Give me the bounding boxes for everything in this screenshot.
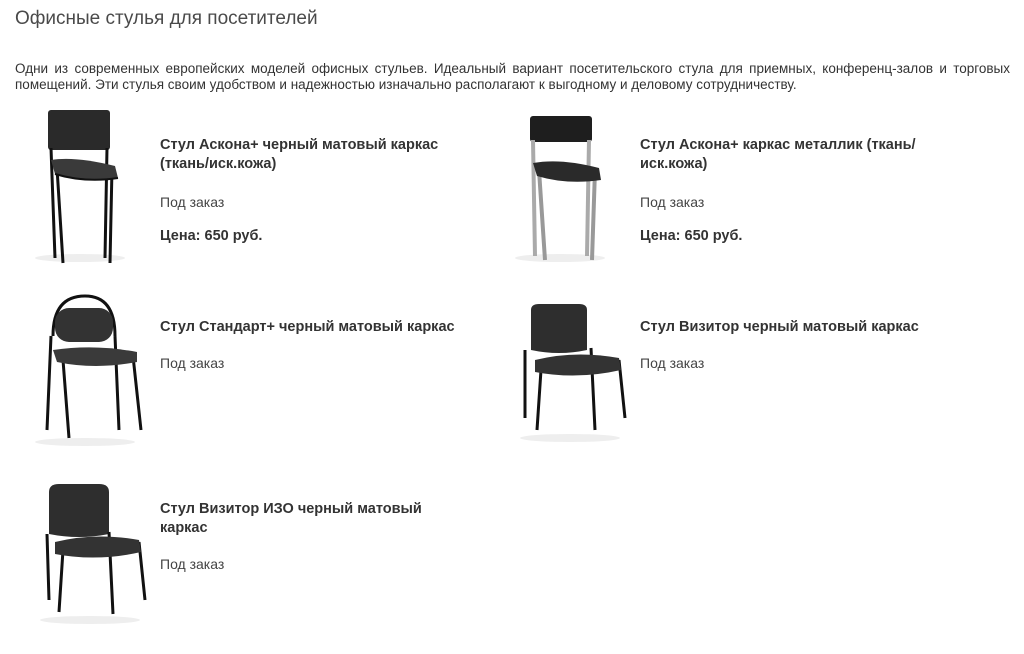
product-image-askona-metallic[interactable] [495,108,635,268]
product-image-visitor-iso[interactable] [15,472,155,632]
product-name[interactable]: Стул Визитор ИЗО черный матовый каркас [160,501,422,536]
product-image-standard[interactable] [15,290,155,450]
product-name[interactable]: Стул Аскона+ каркас металлик (ткань/иск.кожа) [640,137,916,172]
availability-status: Под заказ [640,355,705,371]
intro-text: Одни из современных европейских моделей офисных стульев. Идеальный вариант посетительского стула для приемных, конференц-залов и торговых помещений. Эти стулья своим удобством и надежностью изначально располагают к выгодному и деловому сотрудничеству. [15,61,1010,92]
product-name[interactable]: Стул Стандарт+ черный матовый каркас [160,319,455,335]
availability-status: Под заказ [160,355,225,371]
product-card [15,108,485,278]
availability-status: Под заказ [160,194,225,210]
product-name[interactable]: Стул Аскона+ черный матовый каркас (ткань/иск.кожа) [160,137,439,172]
product-card [15,290,485,460]
availability-status: Под заказ [160,556,225,572]
product-card [495,290,965,460]
product-price: Цена: 650 руб. [640,228,743,244]
product-image-askona-black[interactable] [15,108,155,268]
product-card [15,472,485,642]
product-image-visitor[interactable] [495,290,635,450]
page-title: Офисные стулья для посетителей [15,8,318,29]
product-price: Цена: 650 руб. [160,228,263,244]
product-name[interactable]: Стул Визитор черный матовый каркас [640,319,919,335]
product-card [495,108,965,278]
availability-status: Под заказ [640,194,705,210]
